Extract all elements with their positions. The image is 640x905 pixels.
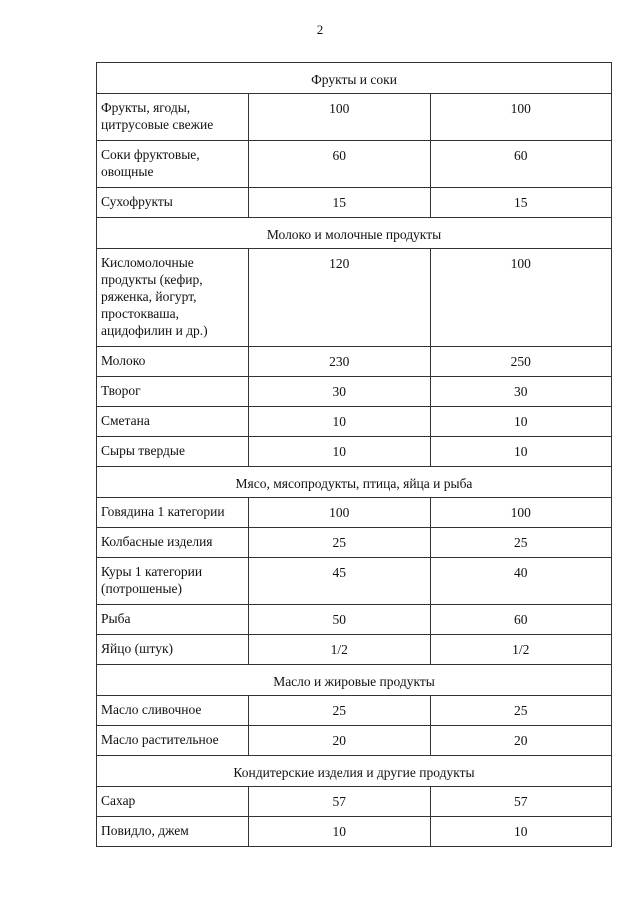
table-row <box>97 635 612 665</box>
norm-value-cell-1: 50 <box>249 605 430 635</box>
product-name-cell: Сыры твердые <box>97 437 249 467</box>
norm-value-cell-2: 57 <box>430 787 611 817</box>
norm-value-cell-2: 100 <box>430 498 611 528</box>
table-row <box>97 407 612 437</box>
norm-value-cell-1: 60 <box>249 141 430 188</box>
section-header-row <box>97 63 612 94</box>
norm-value-cell-2: 25 <box>430 528 611 558</box>
norm-value-cell-1: 120 <box>249 249 430 347</box>
table-row <box>97 558 612 605</box>
product-name-cell: Колбасные изделия <box>97 528 249 558</box>
norm-value-cell-2: 30 <box>430 377 611 407</box>
norm-value-cell-2: 250 <box>430 347 611 377</box>
norm-value-cell-2: 60 <box>430 605 611 635</box>
section-title: Молоко и молочные продукты <box>97 218 612 249</box>
table-body <box>97 63 612 847</box>
table-row <box>97 498 612 528</box>
norm-value-cell-1: 45 <box>249 558 430 605</box>
food-norms-table <box>96 62 612 847</box>
table-row <box>97 528 612 558</box>
table-row <box>97 377 612 407</box>
table-row <box>97 141 612 188</box>
section-header-row <box>97 218 612 249</box>
product-name-cell: Кисломолочные продукты (кефир, ряженка, йогурт, простокваша, ацидофилин и др.) <box>97 249 249 347</box>
section-header-row <box>97 467 612 498</box>
product-name-cell: Масло сливочное <box>97 696 249 726</box>
table-row <box>97 188 612 218</box>
norm-value-cell-1: 10 <box>249 817 430 847</box>
norm-value-cell-1: 30 <box>249 377 430 407</box>
product-name-cell: Повидло, джем <box>97 817 249 847</box>
norm-value-cell-2: 100 <box>430 249 611 347</box>
norm-value-cell-1: 100 <box>249 94 430 141</box>
product-name-cell: Куры 1 категории (потрошеные) <box>97 558 249 605</box>
section-title: Мясо, мясопродукты, птица, яйца и рыба <box>97 467 612 498</box>
norm-value-cell-1: 57 <box>249 787 430 817</box>
section-title: Кондитерские изделия и другие продукты <box>97 756 612 787</box>
norm-value-cell-2: 40 <box>430 558 611 605</box>
product-name-cell: Говядина 1 категории <box>97 498 249 528</box>
table-row <box>97 249 612 347</box>
section-header-row <box>97 756 612 787</box>
product-name-cell: Рыба <box>97 605 249 635</box>
table-row <box>97 605 612 635</box>
norm-value-cell-2: 20 <box>430 726 611 756</box>
norm-value-cell-2: 60 <box>430 141 611 188</box>
product-name-cell: Масло растительное <box>97 726 249 756</box>
product-name-cell: Яйцо (штук) <box>97 635 249 665</box>
product-name-cell: Сметана <box>97 407 249 437</box>
norm-value-cell-1: 10 <box>249 437 430 467</box>
table-row <box>97 817 612 847</box>
table-row <box>97 726 612 756</box>
section-title: Масло и жировые продукты <box>97 665 612 696</box>
table-row <box>97 787 612 817</box>
norm-value-cell-1: 100 <box>249 498 430 528</box>
norm-value-cell-2: 10 <box>430 437 611 467</box>
norm-value-cell-2: 1/2 <box>430 635 611 665</box>
product-name-cell: Сухофрукты <box>97 188 249 218</box>
section-title: Фрукты и соки <box>97 63 612 94</box>
table-row <box>97 696 612 726</box>
product-name-cell: Молоко <box>97 347 249 377</box>
norm-value-cell-1: 230 <box>249 347 430 377</box>
product-name-cell: Соки фруктовые, овощные <box>97 141 249 188</box>
page-number: 2 <box>316 22 324 37</box>
table-row <box>97 437 612 467</box>
section-header-row <box>97 665 612 696</box>
norm-value-cell-1: 25 <box>249 696 430 726</box>
table-row <box>97 347 612 377</box>
norm-value-cell-1: 20 <box>249 726 430 756</box>
norm-value-cell-2: 15 <box>430 188 611 218</box>
norm-value-cell-1: 25 <box>249 528 430 558</box>
norm-value-cell-2: 100 <box>430 94 611 141</box>
norm-value-cell-1: 10 <box>249 407 430 437</box>
table-row <box>97 94 612 141</box>
product-name-cell: Сахар <box>97 787 249 817</box>
norm-value-cell-1: 15 <box>249 188 430 218</box>
norm-value-cell-2: 10 <box>430 407 611 437</box>
norm-value-cell-2: 10 <box>430 817 611 847</box>
product-name-cell: Творог <box>97 377 249 407</box>
norm-value-cell-1: 1/2 <box>249 635 430 665</box>
product-name-cell: Фрукты, ягоды, цитрусовые свежие <box>97 94 249 141</box>
norm-value-cell-2: 25 <box>430 696 611 726</box>
